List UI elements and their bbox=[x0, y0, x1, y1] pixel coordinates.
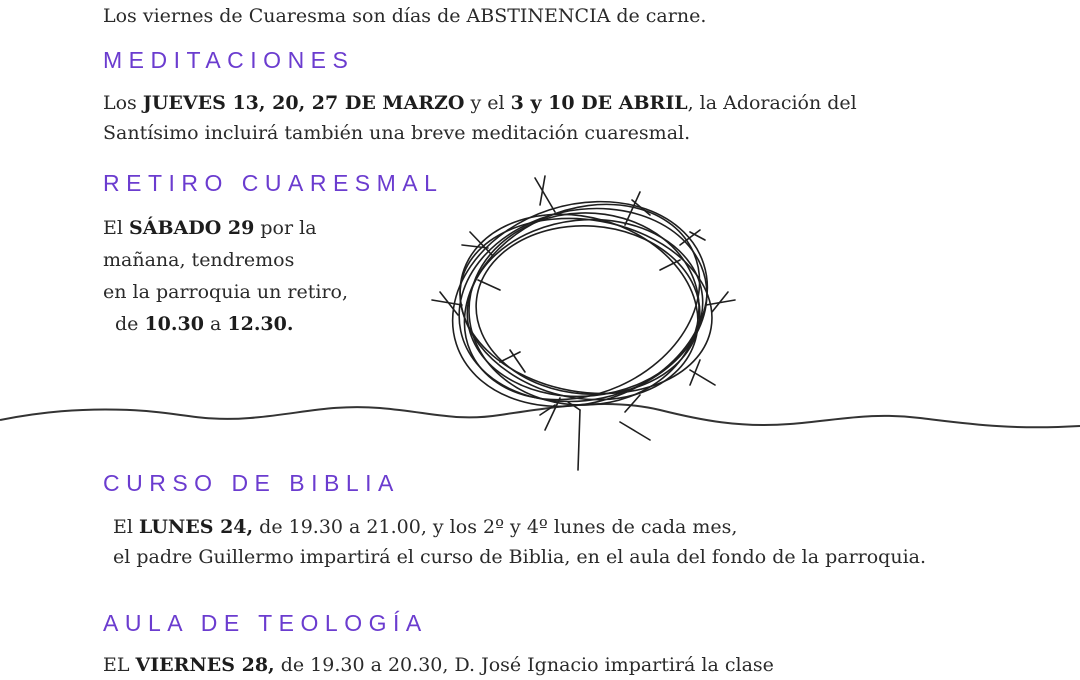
teologia-heading: AULA DE TEOLOGÍA bbox=[103, 610, 428, 636]
biblia-heading: CURSO DE BIBLIA bbox=[103, 470, 400, 496]
retiro-date: SÁBADO 29 bbox=[129, 217, 255, 239]
biblia-text: El LUNES 24, de 19.30 a 21.00, y los 2º y 4º lunes de cada mes, el padre Guillermo impartirá el curso de Biblia, en el aula del fondo de la parroquia. bbox=[113, 516, 927, 568]
teologia-date: VIERNES 28, bbox=[135, 654, 275, 676]
meditaciones-heading: MEDITACIONES bbox=[103, 47, 355, 73]
teologia-text: EL VIERNES 28, de 19.30 a 20.30, D. José Ignacio impartirá la clase bbox=[103, 654, 774, 676]
abstinence-note: Los viernes de Cuaresma son días de ABSTINENCIA de carne. bbox=[103, 5, 707, 27]
meditaciones-text: Los JUEVES 13, 20, 27 DE MARZO y el 3 y 10 DE ABRIL, la Adoración del Santísimo incluirá también una breve meditación cuaresmal. bbox=[103, 92, 857, 144]
meditaciones-dates-march: JUEVES 13, 20, 27 DE MARZO bbox=[142, 92, 465, 114]
retiro-text: El SÁBADO 29 por la mañana, tendremos en la parroquia un retiro, de 10.30 a 12.30. bbox=[103, 217, 349, 335]
retiro-heading: RETIRO CUARESMAL bbox=[103, 170, 444, 196]
biblia-date: LUNES 24, bbox=[139, 516, 254, 538]
meditaciones-dates-april: 3 y 10 DE ABRIL bbox=[510, 92, 688, 114]
